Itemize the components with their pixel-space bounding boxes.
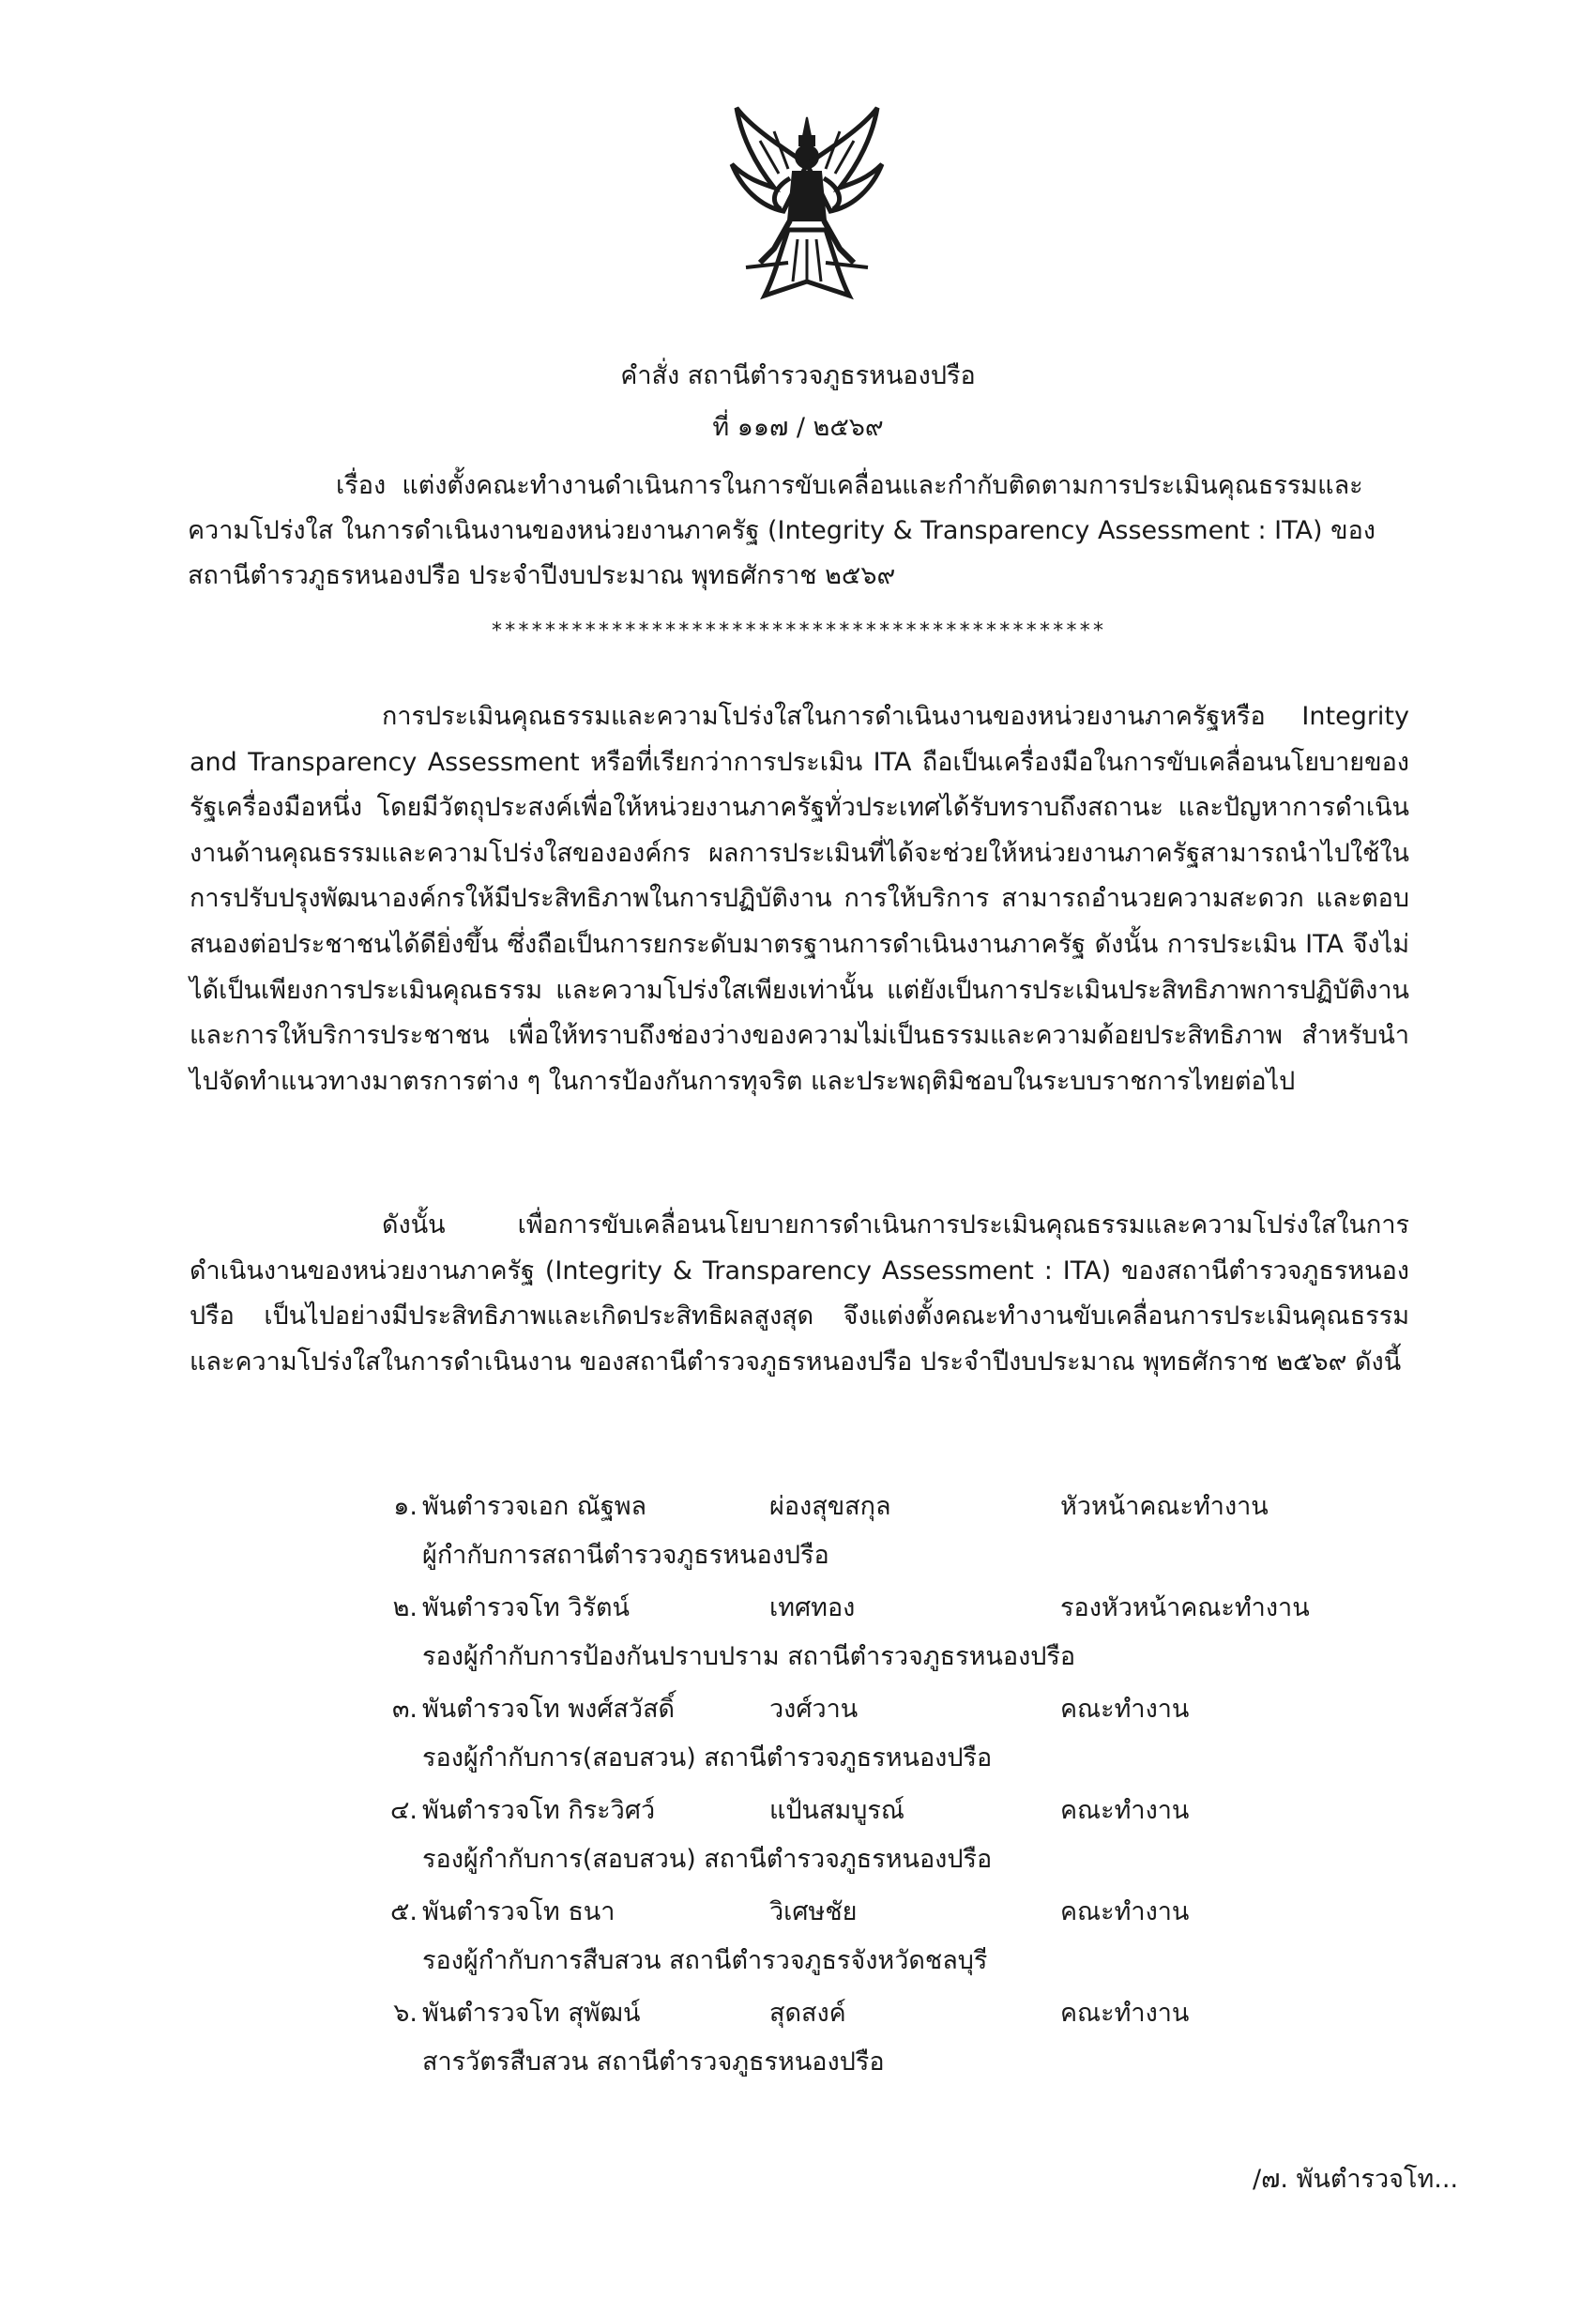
- paragraph-2-text: ดังนั้น เพื่อการขับเคลื่อนนโยบายการดำเนินการประเมินคุณธรรมและความโปร่งใสในการดำเนินงานของหน่วยงานภาครัฐ (Integrity & Transparency Assessment : ITA) ของสถานีตำรวจภูธรหนองปรือ เป็นไปอย่างมีประสิทธิภาพและเกิดประสิทธิผลสูงสุด จึงแต่งตั้งคณะทำงานขับเคลื่อนการประเมินคุณธรรมและความโปร่งใสในการดำเนินงาน ของสถานีตำรวจภูธรหนองปรือ ประจำปีงบประมาณ พุทธศักราช ๒๕๖๙ ดังนี้: [190, 1210, 1409, 1377]
- paragraph-1-text: การประเมินคุณธรรมและความโปร่งใสในการดำเนินงานของหน่วยงานภาครัฐหรือ Integrity and Transparency Assessment หรือที่เรียกว่าการประเมิน ITA ถือเป็นเครื่องมือในการขับเคลื่อนนโยบายของรัฐเครื่องมือหนึ่ง โดยมีวัตถุประสงค์เพื่อให้หน่วยงานภาครัฐทั่วประเทศได้รับทราบถึงสถานะ และปัญหาการดำเนินงานด้านคุณธรรมและความโปร่งใสขององค์กร ผลการประเมินที่ได้จะช่วยให้หน่วยงานภาครัฐสามารถนำไปใช้ในการปรับปรุงพัฒนาองค์กรให้มีประสิทธิภาพในการปฏิบัติงาน การให้บริการ สามารถอำนวยความสะดวก และตอบสนองต่อประชาชนได้ดียิ่งขึ้น ซึ่งถือเป็นการยกระดับมาตรฐานการดำเนินงานภาครัฐ ดังนั้น การประเมิน ITA จึงไม่ได้เป็นเพียงการประเมินคุณธรรม และความโปร่งใสเพียงเท่านั้น แต่ยังเป็นการประเมินประสิทธิภาพการปฏิบัติงาน และการให้บริการประชาชน เพื่อให้ทราบถึงช่องว่างของความไม่เป็นธรรมและความด้อยประสิทธิภาพ สำหรับนำไปจัดทำแนวทางมาตรการต่าง ๆ ในการป้องกันการทุจริต และประพฤติมิชอบในระบบราชการไทยต่อไป: [190, 702, 1409, 1096]
- continuation-note: /๗. พันตำรวจโท...: [1253, 2165, 1459, 2194]
- list-item: [0, 1688, 1596, 1789]
- list-item: [0, 1891, 1596, 1992]
- member-position: รองผู้กำกับการป้องกันปราบปราม สถานีตำรวจภูธรหนองปรือ: [422, 1642, 1076, 1671]
- subject-label: เรื่อง: [336, 471, 387, 500]
- paragraph-1: [190, 694, 1409, 1104]
- member-number: ๖.: [393, 1999, 418, 2028]
- member-number: ๔.: [389, 1796, 418, 1825]
- member-position: สารวัตรสืบสวน สถานีตำรวจภูธรหนองปรือ: [422, 2047, 885, 2077]
- member-surname: เทศทอง: [769, 1593, 856, 1622]
- member-role: คณะทำงาน: [1060, 1695, 1190, 1724]
- order-subject: [188, 464, 1412, 599]
- member-name: พันตำรวจเอก ณัฐพล: [422, 1492, 647, 1521]
- member-surname: ผ่องสุขสกุล: [769, 1492, 891, 1521]
- member-surname: แป้นสมบูรณ์: [769, 1796, 904, 1825]
- member-position: รองผู้กำกับการสืบสวน สถานีตำรวจภูธรจังหวัดชลบุรี: [422, 1946, 988, 1975]
- member-name: พันตำรวจโท กิระวิศว์: [422, 1796, 656, 1825]
- member-name: พันตำรวจโท ธนา: [422, 1897, 616, 1926]
- member-number: ๕.: [389, 1897, 418, 1926]
- member-role: คณะทำงาน: [1060, 1796, 1190, 1825]
- member-role: คณะทำงาน: [1060, 1999, 1190, 2028]
- member-number: ๑.: [393, 1492, 418, 1521]
- member-list: [0, 1485, 1596, 2093]
- list-item: [0, 1992, 1596, 2093]
- order-number: ที่ ๑๑๗ / ๒๕๖๙: [712, 413, 884, 442]
- member-role: คณะทำงาน: [1060, 1897, 1190, 1926]
- list-item: [0, 1789, 1596, 1891]
- separator-line: **********************************************: [490, 619, 1106, 643]
- member-position: รองผู้กำกับการ(สอบสวน) สถานีตำรวจภูธรหนองปรือ: [422, 1845, 993, 1874]
- subject-text: แต่งตั้งคณะทำงานดำเนินการในการขับเคลื่อนและกำกับติดตามการประเมินคุณธรรมและความโปร่งใส ในการดำเนินงานของหน่วยงานภาครัฐ (Integrity & Transparency Assessment : ITA) ของ สถานีตำรวภูธรหนองปรือ ประจำปีงบประมาณ พุทธศักราช ๒๕๖๙: [188, 471, 1376, 590]
- member-surname: วิเศษชัย: [769, 1897, 858, 1926]
- member-surname: สุดสงค์: [769, 1999, 846, 2028]
- member-position: ผู้กำกับการสถานีตำรวจภูธรหนองปรือ: [422, 1541, 829, 1570]
- member-number: ๒.: [392, 1593, 418, 1622]
- list-item: [0, 1485, 1596, 1587]
- member-number: ๓.: [391, 1695, 418, 1724]
- paragraph-2: [190, 1203, 1409, 1385]
- member-name: พันตำรวจโท วิรัตน์: [422, 1593, 630, 1622]
- member-name: พันตำรวจโท พงศ์สวัสดิ์: [422, 1695, 676, 1724]
- garuda-emblem-icon: [722, 99, 891, 305]
- member-role: รองหัวหน้าคณะทำงาน: [1060, 1593, 1310, 1622]
- order-title: คำสั่ง สถานีตำรวจภูธรหนองปรือ: [620, 361, 976, 390]
- list-item: [0, 1587, 1596, 1688]
- member-surname: วงศ์วาน: [769, 1695, 859, 1724]
- member-role: หัวหน้าคณะทำงาน: [1060, 1492, 1269, 1521]
- member-position: รองผู้กำกับการ(สอบสวน) สถานีตำรวจภูธรหนองปรือ: [422, 1743, 993, 1773]
- member-name: พันตำรวจโท สุพัฒน์: [422, 1999, 641, 2028]
